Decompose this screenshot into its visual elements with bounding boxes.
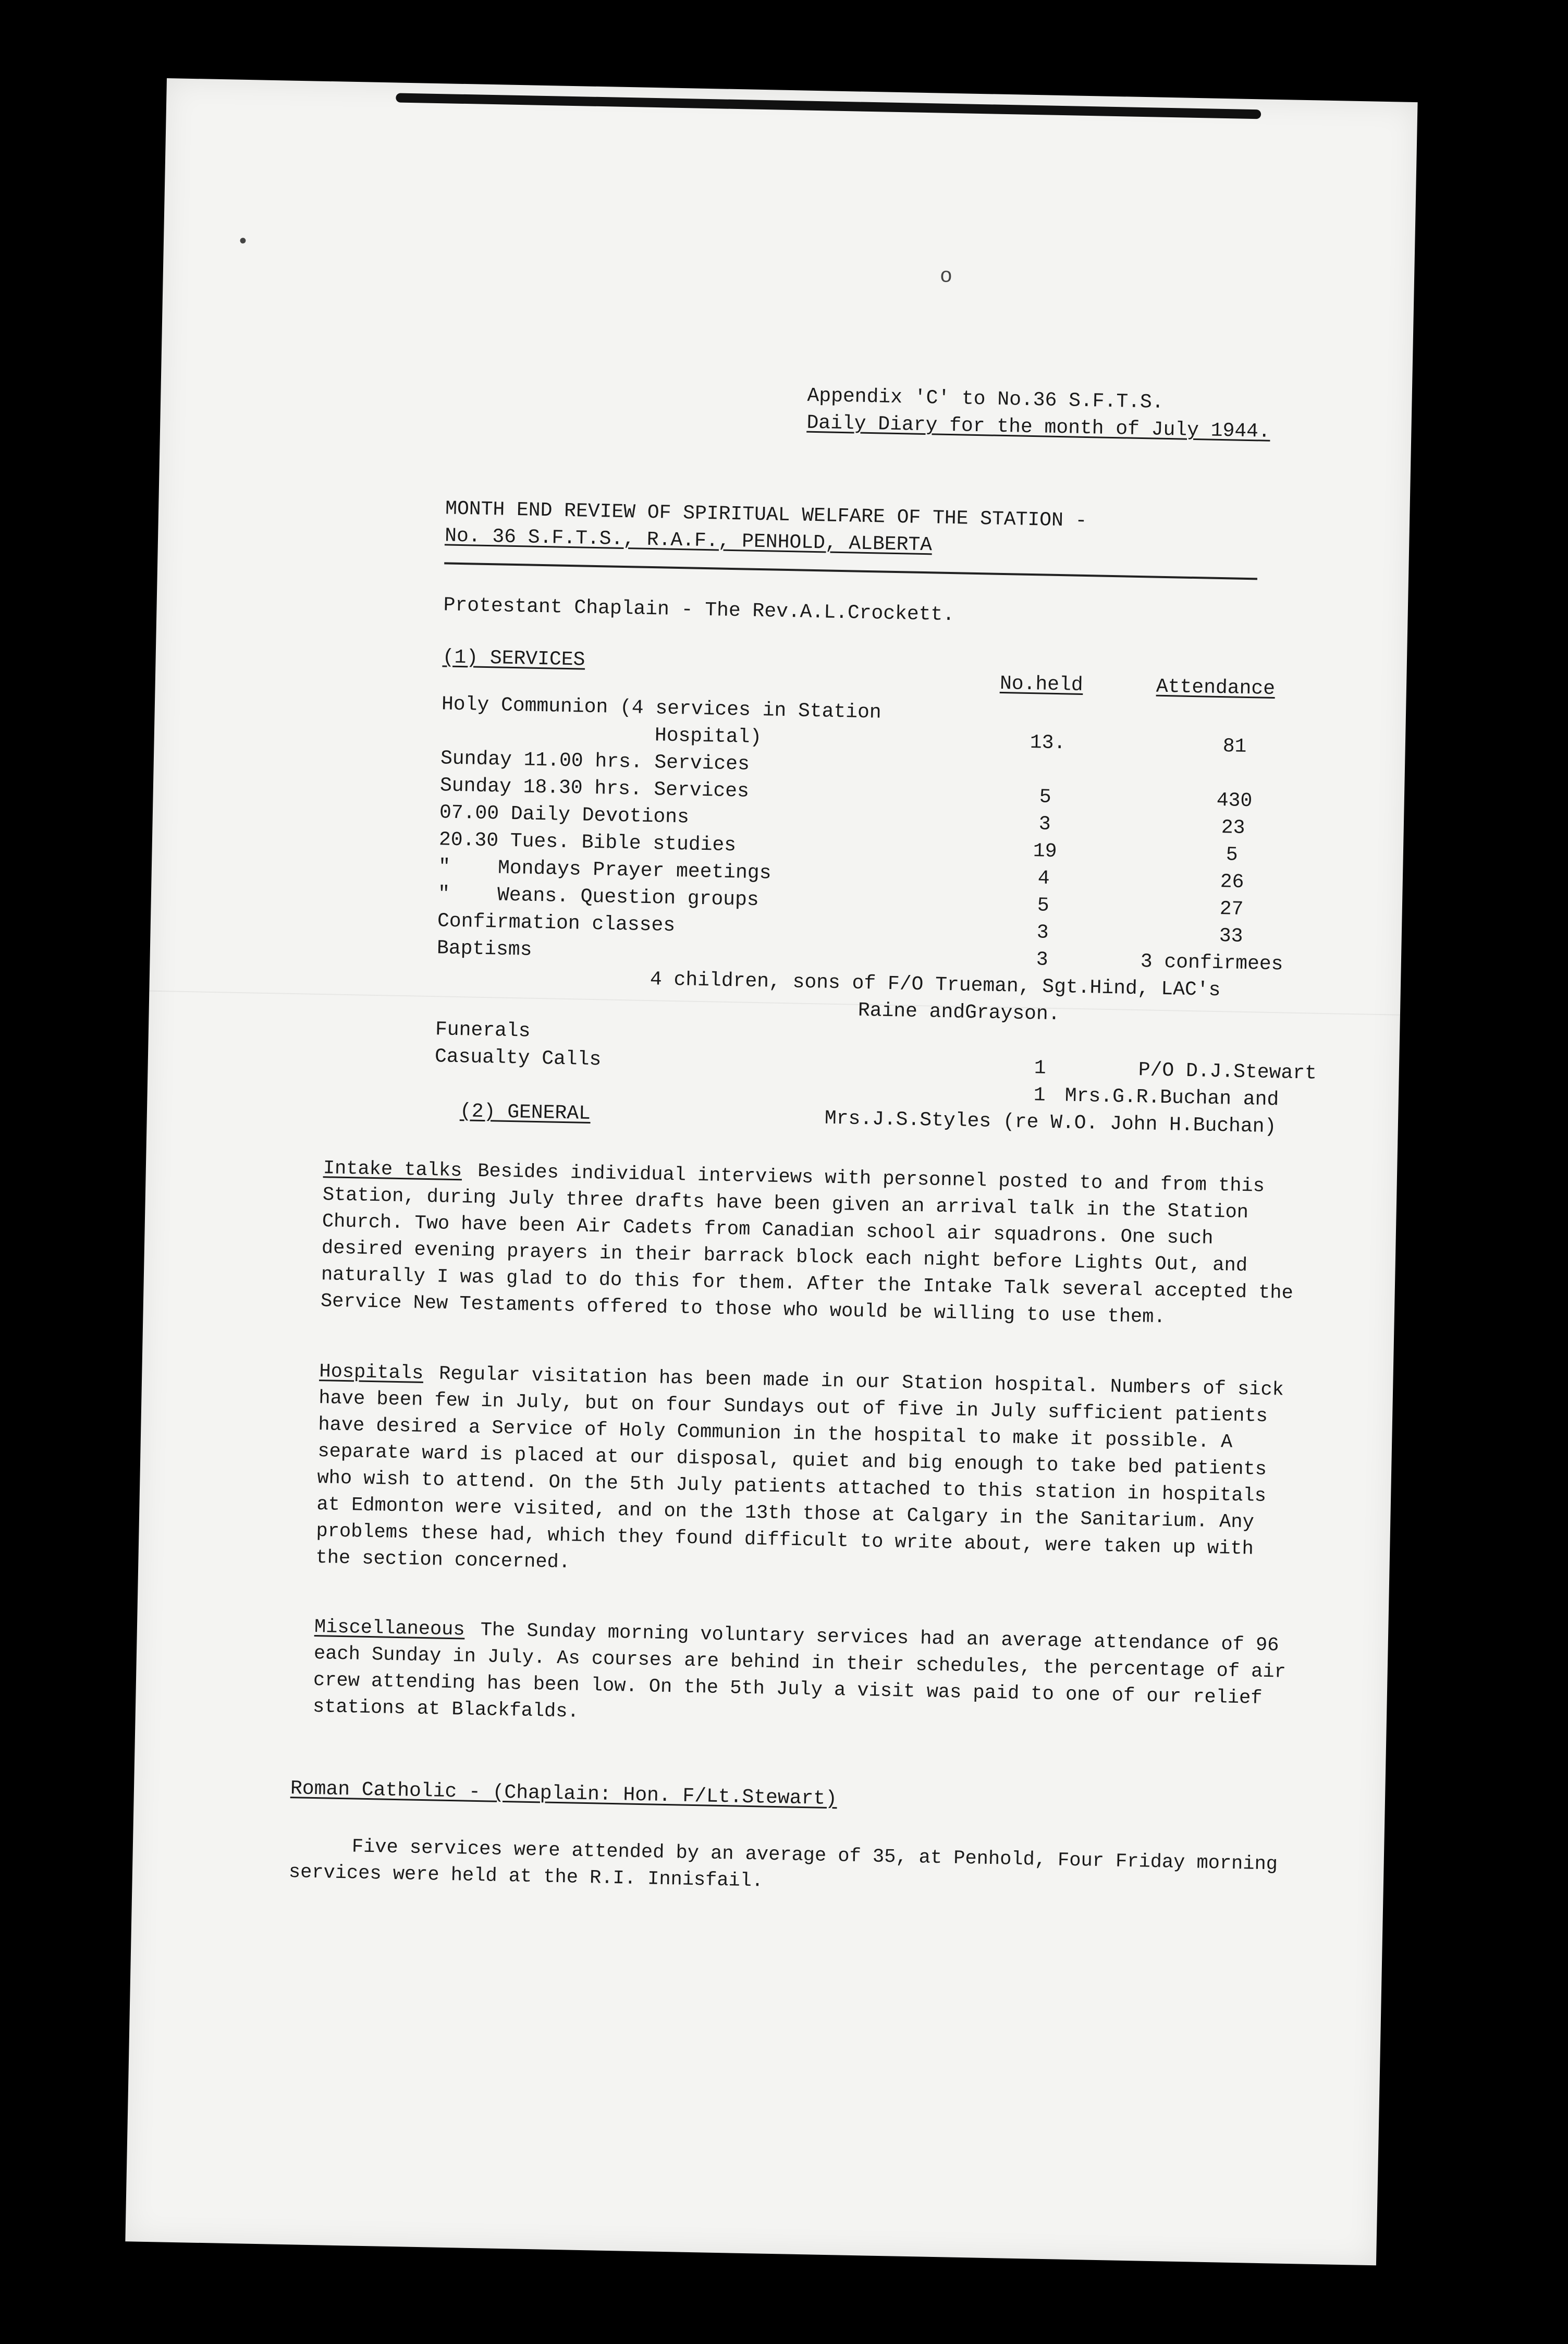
baptisms-note: 4 children, sons of F/O Trueman, Sgt.Hind, LAC's	[650, 968, 1221, 1002]
baptisms-note: Raine andGrayson.	[858, 999, 1060, 1026]
appendix-line: Appendix 'C' to No.36 S.F.T.S.	[807, 384, 1164, 414]
held-column-header: No.held	[999, 672, 1084, 697]
service-label: " Mondays Prayer meetings	[438, 856, 771, 885]
paragraph-text: Besides individual interviews with personnel posted to and from this Station, during July three drafts have been given an arrival talk in the Station Church. Two have been Air Cadets from Canadian school air squadrons. One such desired evening prayers in their barrack block each night before Lights Out, and naturally I was glad to do this for them. After the Intake Talk several accepted the Service New Testaments offered to those who would be willing to use them.	[320, 1160, 1294, 1329]
casualty-note: Mrs.G.R.Buchan and	[1064, 1084, 1279, 1112]
punch-mark: o	[939, 265, 953, 289]
document-content	[125, 78, 1417, 2265]
service-held: 3	[1036, 921, 1049, 944]
casualty-note: Mrs.J.S.Styles (re W.O. John H.Buchan)	[824, 1107, 1277, 1139]
service-label: Holy Communion (4 services in Station	[441, 693, 882, 724]
paragraph-title: Miscellaneous	[314, 1616, 466, 1641]
review-title: MONTH END REVIEW OF SPIRITUAL WELFARE OF THE STATION -	[445, 497, 1087, 533]
funerals-note: P/O D.J.Stewart	[1138, 1059, 1317, 1085]
roman-catholic-paragraph: Five services were attended by an average of 35, at Penhold, Four Friday morning services were held at the R.I. Innisfail.	[288, 1836, 1278, 1893]
service-attendance: 81	[1222, 735, 1247, 758]
service-held: 3	[1036, 948, 1049, 971]
service-held: 3	[1038, 813, 1051, 836]
service-attendance: 3 confirmees	[1140, 950, 1283, 976]
station-title: No. 36 S.F.T.S., R.A.F., PENHOLD, ALBERTA	[444, 524, 933, 557]
casualty-label: Casualty Calls	[434, 1045, 602, 1071]
services-heading: (1) SERVICES	[442, 646, 585, 672]
document-page	[125, 78, 1417, 2265]
service-held: 5	[1037, 894, 1050, 917]
intake-talks-paragraph	[321, 1155, 1304, 1334]
service-label: Sunday 11.00 hrs. Services	[440, 747, 750, 776]
paragraph-title: Intake talks	[323, 1157, 462, 1182]
funerals-held: 1	[1034, 1057, 1047, 1080]
attendance-column-header: Attendance	[1156, 675, 1276, 701]
diary-line: Daily Diary for the month of July 1944.	[806, 411, 1271, 443]
service-label: Baptisms	[436, 937, 532, 961]
casualty-held: 1	[1033, 1084, 1046, 1107]
service-attendance: 27	[1219, 898, 1244, 921]
speck-mark: •	[236, 230, 250, 255]
service-label: 07.00 Daily Devotions	[439, 801, 690, 829]
funerals-label: Funerals	[435, 1018, 531, 1043]
service-held: 5	[1039, 786, 1052, 809]
hospitals-paragraph	[315, 1359, 1299, 1590]
paragraph-text: The Sunday morning voluntary services had an average attendance of 96 each Sunday in July. As courses are behind in their schedules, the percentage of air crew attending has been low. On the 5th July a visit was paid to one of our relief stations at Blackfalds.	[312, 1619, 1287, 1723]
general-heading: (2) GENERAL	[459, 1100, 591, 1125]
paragraph-text: Regular visitation has been made in our Station hospital. Numbers of sick have been few in July, but on four Sundays out of five in July sufficient patients have desired a Service of Holy Communion in the hospital to make it possible. A separate ward is placed at our disposal, quiet and big enough to take bed patients who wish to attend. On the 5th July patients attached to this station in hospitals at Edmonton were visited, and on the 13th those at Calgary in the Sanitarium. Any problems these had, which they found difficult to write about, were taken up with the section concerned.	[315, 1363, 1284, 1574]
service-attendance: 33	[1219, 925, 1243, 948]
title-underline	[444, 562, 1257, 580]
chaplain-line: Protestant Chaplain - The Rev.A.L.Crockett.	[443, 594, 955, 627]
service-held: 4	[1037, 867, 1050, 890]
service-label: " Weans. Question groups	[437, 883, 760, 912]
miscellaneous-paragraph	[313, 1614, 1295, 1739]
service-label: Confirmation classes	[437, 910, 676, 937]
service-held: 13.	[1030, 731, 1066, 755]
roman-catholic-heading: Roman Catholic - (Chaplain: Hon. F/Lt.Stewart)	[290, 1777, 838, 1811]
service-attendance: 23	[1221, 816, 1245, 839]
service-attendance: 5	[1226, 844, 1238, 866]
service-label: Hospital)	[654, 724, 762, 749]
service-held: 19	[1033, 840, 1057, 863]
service-label: 20.30 Tues. Bible studies	[438, 828, 737, 857]
service-attendance: 26	[1220, 871, 1244, 894]
paragraph-title: Hospitals	[319, 1361, 424, 1385]
service-label: Sunday 18.30 hrs. Services	[439, 774, 750, 803]
service-attendance: 430	[1216, 789, 1253, 813]
